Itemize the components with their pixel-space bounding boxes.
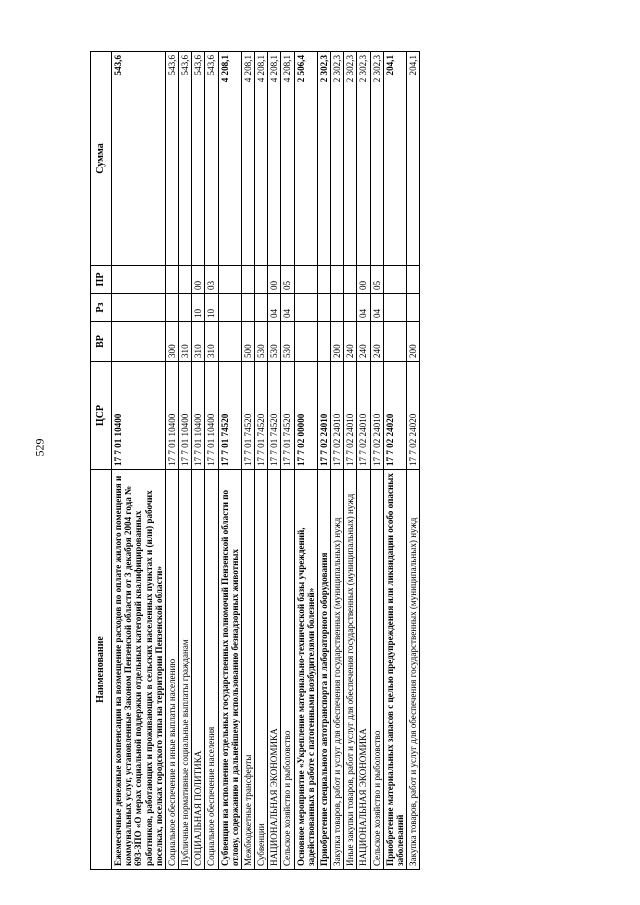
cell-vr: 530	[268, 322, 281, 362]
cell-sum: 2 302,3	[331, 52, 344, 266]
cell-rz	[112, 294, 166, 322]
table-row	[344, 52, 357, 870]
cell-rz: 04	[281, 294, 294, 322]
cell-rz	[179, 294, 192, 322]
cell-sum: 4 208,1	[255, 52, 268, 266]
cell-csr: 17 7 02 00000	[294, 362, 317, 470]
cell-name: Приобретение материальных запасов с целью предупреждения или ликвидации особо опасных заболеваний	[383, 470, 406, 870]
cell-pr	[255, 266, 268, 294]
table-row	[112, 52, 166, 870]
table-row	[255, 52, 268, 870]
cell-name: НАЦИОНАЛЬНАЯ ЭКОНОМИКА	[357, 470, 370, 870]
table-row	[218, 52, 241, 870]
cell-pr	[165, 266, 178, 294]
cell-pr	[218, 266, 241, 294]
cell-csr: 17 7 01 74520	[241, 362, 254, 470]
cell-csr: 17 7 02 24020	[407, 362, 420, 470]
cell-pr: 05	[281, 266, 294, 294]
table-body	[112, 52, 420, 870]
cell-name: Субвенции	[255, 470, 268, 870]
cell-rz: 10	[205, 294, 218, 322]
cell-csr: 17 7 02 24010	[357, 362, 370, 470]
cell-pr	[112, 266, 166, 294]
cell-rz	[407, 294, 420, 322]
cell-vr: 530	[281, 322, 294, 362]
cell-sum: 543,6	[179, 52, 192, 266]
cell-name: Сельское хозяйство и рыболовство	[281, 470, 294, 870]
table-row	[179, 52, 192, 870]
cell-vr: 310	[179, 322, 192, 362]
cell-csr: 17 7 02 24010	[331, 362, 344, 470]
page-number: 529	[32, 438, 47, 457]
table-row	[241, 52, 254, 870]
cell-name: Субвенции на исполнение отдельных государственных полномочий Пензенской области по отлову, содержанию и дальнейшему использованию безнадзорных животных	[218, 470, 241, 870]
cell-vr	[218, 322, 241, 362]
cell-rz	[294, 294, 317, 322]
cell-rz: 10	[192, 294, 205, 322]
cell-vr: 240	[357, 322, 370, 362]
rotated-page-area	[90, 52, 610, 870]
table-header-row	[91, 52, 112, 870]
cell-csr: 17 7 02 24020	[383, 362, 406, 470]
table-row	[317, 52, 330, 870]
cell-vr: 240	[344, 322, 357, 362]
cell-sum: 4 208,1	[241, 52, 254, 266]
header-name: Наименование	[91, 470, 112, 870]
cell-csr: 17 7 01 10400	[165, 362, 178, 470]
cell-sum: 204,1	[407, 52, 420, 266]
cell-sum: 543,6	[112, 52, 166, 266]
header-pr: ПР	[91, 266, 112, 294]
cell-rz: 04	[268, 294, 281, 322]
cell-pr	[317, 266, 330, 294]
cell-vr	[112, 322, 166, 362]
cell-vr: 240	[370, 322, 383, 362]
cell-name: Социальное обеспечение населения	[205, 470, 218, 870]
cell-rz	[241, 294, 254, 322]
table-row	[205, 52, 218, 870]
cell-csr: 17 7 01 10400	[112, 362, 166, 470]
cell-name: Основное мероприятие «Укрепление материально-технической базы учреждений, задействованных в работе с патогенными возбудителями болезней»	[294, 470, 317, 870]
cell-vr	[317, 322, 330, 362]
cell-rz	[331, 294, 344, 322]
cell-pr	[241, 266, 254, 294]
cell-rz: 04	[357, 294, 370, 322]
cell-rz	[255, 294, 268, 322]
cell-vr: 530	[255, 322, 268, 362]
cell-rz	[383, 294, 406, 322]
cell-sum: 4 208,1	[268, 52, 281, 266]
cell-sum: 2 506,4	[294, 52, 317, 266]
cell-vr: 500	[241, 322, 254, 362]
cell-name: СОЦИАЛЬНАЯ ПОЛИТИКА	[192, 470, 205, 870]
cell-name: Закупка товаров, работ и услуг для обеспечения государственных (муниципальных) нужд	[331, 470, 344, 870]
table-row	[192, 52, 205, 870]
cell-name: Публичные нормативные социальные выплаты гражданам	[179, 470, 192, 870]
budget-table	[90, 51, 420, 870]
header-sum: Сумма	[91, 52, 112, 266]
cell-sum: 543,6	[205, 52, 218, 266]
cell-rz: 04	[370, 294, 383, 322]
cell-pr: 05	[370, 266, 383, 294]
cell-name: Сельское хозяйство и рыболовство	[370, 470, 383, 870]
cell-pr	[407, 266, 420, 294]
cell-csr: 17 7 01 10400	[205, 362, 218, 470]
cell-csr: 17 7 01 74520	[218, 362, 241, 470]
cell-csr: 17 7 01 10400	[192, 362, 205, 470]
table-row	[331, 52, 344, 870]
cell-vr: 300	[165, 322, 178, 362]
cell-sum: 4 208,1	[218, 52, 241, 266]
cell-csr: 17 7 02 24010	[344, 362, 357, 470]
cell-name: Иные закупки товаров, работ и услуг для обеспечения государственных (муниципальных) нужд	[344, 470, 357, 870]
cell-vr: 310	[205, 322, 218, 362]
cell-name: НАЦИОНАЛЬНАЯ ЭКОНОМИКА	[268, 470, 281, 870]
cell-csr: 17 7 02 24010	[317, 362, 330, 470]
header-csr: ЦСР	[91, 362, 112, 470]
table-row	[268, 52, 281, 870]
cell-sum: 2 302,3	[357, 52, 370, 266]
cell-rz	[165, 294, 178, 322]
cell-name: Закупка товаров, работ и услуг для обеспечения государственных (муниципальных) нужд	[407, 470, 420, 870]
table-row	[281, 52, 294, 870]
header-vr: ВР	[91, 322, 112, 362]
table-row	[370, 52, 383, 870]
table-row	[407, 52, 420, 870]
cell-sum: 543,6	[165, 52, 178, 266]
cell-rz	[218, 294, 241, 322]
table-row	[383, 52, 406, 870]
cell-pr: 03	[205, 266, 218, 294]
cell-name: Социальное обеспечение и иные выплаты населению	[165, 470, 178, 870]
cell-csr: 17 7 01 10400	[179, 362, 192, 470]
cell-vr	[383, 322, 406, 362]
cell-csr: 17 7 01 74520	[281, 362, 294, 470]
cell-vr: 200	[407, 322, 420, 362]
cell-sum: 543,6	[192, 52, 205, 266]
cell-pr	[294, 266, 317, 294]
table-row	[165, 52, 178, 870]
cell-pr	[383, 266, 406, 294]
table-row	[357, 52, 370, 870]
cell-pr: 00	[268, 266, 281, 294]
cell-pr	[344, 266, 357, 294]
budget-table-container	[90, 52, 610, 870]
cell-sum: 2 302,3	[370, 52, 383, 266]
cell-name: Межбюджетные трансферты	[241, 470, 254, 870]
cell-csr: 17 7 02 24010	[370, 362, 383, 470]
cell-vr: 310	[192, 322, 205, 362]
cell-csr: 17 7 01 74520	[268, 362, 281, 470]
cell-name: Приобретение специального автотранспорта и лабораторного оборудования	[317, 470, 330, 870]
cell-pr: 00	[357, 266, 370, 294]
cell-rz	[317, 294, 330, 322]
cell-sum: 4 208,1	[281, 52, 294, 266]
cell-pr	[179, 266, 192, 294]
cell-sum: 2 302,3	[317, 52, 330, 266]
cell-sum: 2 302,3	[344, 52, 357, 266]
header-rz: Рз	[91, 294, 112, 322]
table-row	[294, 52, 317, 870]
cell-pr: 00	[192, 266, 205, 294]
cell-name: Ежемесячные денежные компенсации на возмещение расходов по оплате жилого помещения и коммунальных услуг, установленные Законом Пензенской области от 3 декабря 2004 года № 693-ЗПО «О мерах социальной поддержки отдельных категорий квалифицированных работников, работающих и проживающих в сельских населенных пунктах и (или) рабочих поселках, поселках городского типа на территории Пензенской области»	[112, 470, 166, 870]
cell-sum: 204,1	[383, 52, 406, 266]
cell-vr: 200	[331, 322, 344, 362]
cell-pr	[331, 266, 344, 294]
cell-vr	[294, 322, 317, 362]
cell-csr: 17 7 01 74520	[255, 362, 268, 470]
cell-rz	[344, 294, 357, 322]
